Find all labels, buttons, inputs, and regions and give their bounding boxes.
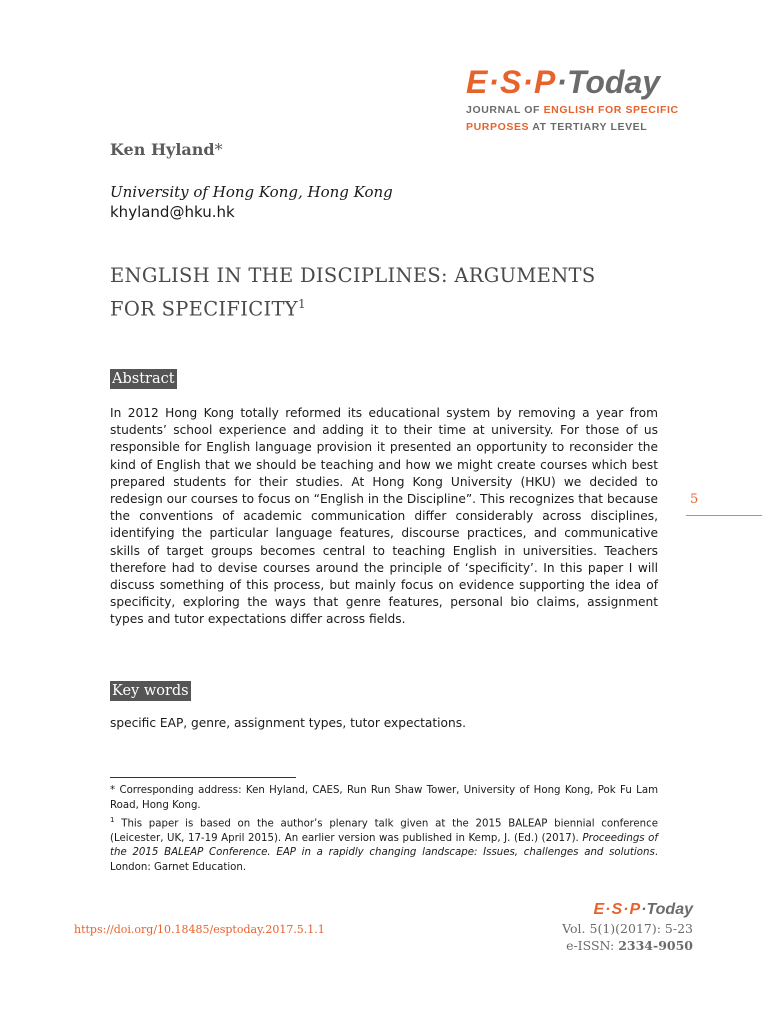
logo-dot: · (556, 64, 567, 100)
logo-today: Today (567, 64, 661, 100)
abstract-heading-text: Abstract (112, 371, 175, 387)
page-number: 5 (690, 492, 699, 507)
abstract-body: In 2012 Hong Kong totally reformed its educational system by removing a year from students’ school experience and adding it to their time at university. For those of us responsible for English language provision it presented an opportunity to reconsider the kind of English that we should be teaching and how we might create courses which best prepared students for their studies. At Hong Kong University (HKU) we decided to redesign our courses to focus on “English in the Discipline”. This recognizes that because the conventions of academic communication differ considerably across disciplines, identifying the particular language features, discourse practices, and communicative skills of target groups becomes central to teaching English in universities. Teachers therefore had to devise courses around the principle of ‘specificity’. In this paper I will discuss something of this process, but mainly focus on evidence supporting the idea of specificity, exploring the ways that genre features, personal bio claims, assignment types and tutor expectations differ across fields. (110, 406, 658, 627)
volume-info: Vol. 5(1)(2017): 5-23 (562, 921, 693, 936)
author-footnote-mark: * (214, 140, 223, 159)
footnotes (110, 784, 658, 875)
title-line-2: FOR SPECIFICITY (110, 297, 298, 321)
footnote-rule (110, 777, 296, 778)
subtitle-part: AT TERTIARY LEVEL (529, 121, 648, 133)
footnote-mark: 1 (110, 816, 115, 824)
footer-journal-info (562, 900, 693, 954)
journal-subtitle-line2 (466, 121, 696, 134)
issn-label: e-ISSN: (566, 938, 619, 953)
title-line-1: ENGLISH IN THE DISCIPLINES: ARGUMENTS (110, 264, 596, 287)
journal-logo-wordmark (466, 64, 696, 100)
doi-link[interactable]: https://doi.org/10.18485/esptoday.2017.5.1.1 (74, 923, 325, 936)
footnote-mark: * (110, 785, 116, 796)
keywords-heading (110, 680, 191, 701)
footnote-text-end: . London: Garnet Education. (110, 847, 658, 873)
footnote-text: Corresponding address: Ken Hyland, CAES, Run Run Shaw Tower, University of Hong Kong, Pok Fu Lam Road, Hong Kong. (110, 785, 658, 811)
footer-logo-dot: · (641, 901, 647, 918)
issn-info (562, 937, 693, 954)
issn-value: 2334-9050 (618, 938, 693, 953)
subtitle-part: ENGLISH FOR SPECIFIC (543, 104, 679, 116)
footnote-text: This paper is based on the author’s plenary talk given at the 2015 BALEAP biennial conference (Leicester, UK, 17-19 April 2015). An earlier version was published in Kemp, J. (Ed.) (2017). (110, 818, 658, 844)
title-footnote-mark: 1 (297, 297, 306, 311)
footnote-1 (110, 813, 658, 875)
keywords-heading-text: Key words (112, 683, 189, 699)
footer-logo-esp: E·S·P (593, 901, 642, 918)
author-email[interactable]: khyland@hku.hk (110, 203, 235, 221)
footnote-italic-title: Proceedings of the 2015 BALEAP Conference. EAP in a rapidly changing landscape: Issues, challenges and solutions (110, 832, 658, 859)
keywords-body: specific EAP, genre, assignment types, tutor expectations. (110, 716, 466, 730)
footer-logo-today: Today (646, 901, 693, 918)
footnote-corresponding (110, 784, 658, 813)
subtitle-part: JOURNAL OF (466, 104, 544, 116)
author-affiliation: University of Hong Kong, Hong Kong (110, 183, 393, 201)
author-name (110, 140, 223, 159)
journal-logo (466, 64, 696, 134)
subtitle-part: PURPOSES (466, 121, 530, 133)
abstract-heading (110, 368, 177, 389)
page-number-rule (686, 515, 762, 516)
article-title (110, 262, 630, 324)
footer-journal-logo (562, 900, 693, 920)
author-name-text: Ken Hyland (110, 140, 215, 159)
journal-subtitle-line1 (466, 104, 696, 117)
logo-esp: E·S·P (466, 64, 557, 100)
